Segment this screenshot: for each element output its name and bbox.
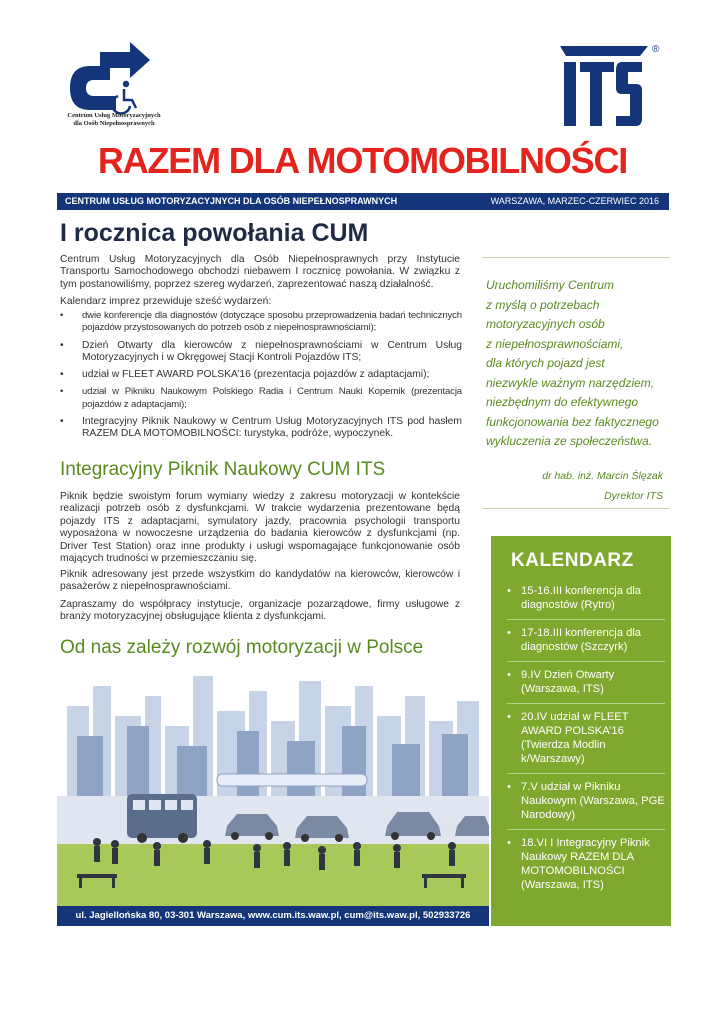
its-logo-i [564, 62, 576, 126]
list-item: • udział w FLEET AWARD POLSKA’16 (prezentacja pojazdów z adaptacjami); [60, 369, 462, 381]
list-item: • 17-18.III konferencja dla diagnostów (Szczyrk) [507, 626, 665, 662]
section2-paragraph-3: Zapraszamy do współpracy instytucje, organizacje pozarządowe, firmy usługowe z branży motoryzacyjnej obsługujące klienta z dysfunkcjami. [60, 599, 460, 623]
list-item: • 9.IV Dzień Otwarty (Warszawa, ITS) [507, 668, 665, 704]
banner-date: WARSZAWA, MARZEC-CZERWIEC 2016 [490, 196, 659, 206]
cum-logo-caption: Centrum Usług Motoryzacyjnych dla Osób Niepełnosprawnych [67, 112, 161, 127]
logo-c-shape [70, 66, 116, 110]
section1-heading: I rocznica powołania CUM [60, 219, 369, 247]
registered-mark: ® [652, 44, 660, 55]
list-item: • 7.V udział w Pikniku Naukowym (Warszawa, PGE Narodowy) [507, 780, 665, 830]
section3-heading: Od nas zależy rozwój motoryzacji w Polsce [60, 637, 424, 658]
section1-intro: Centrum Usług Motoryzacyjnych dla Osób Niepełnosprawnych przy Instytucie Transportu Samochodowego obchodzi niebawem I rocznicę powołania. W związku z tym postanowiliśmy, poprzez szereg wydarzeń, zaprezentować naszą działalność. [60, 254, 460, 290]
section1-kalendarz-intro: Kalendarz imprez przewiduje sześć wydarzeń: [60, 296, 272, 307]
city-illustration [57, 666, 489, 906]
list-item: • Integracyjny Piknik Naukowy w Centrum Usług Motoryzacyjnych ITS pod hasłem RAZEM DLA MOTOMOBILNOŚCI: turystyka, podróże, wypoczynek. [60, 416, 462, 441]
section2-paragraph-1: Piknik będzie swoistym forum wymiany wiedzy z zakresu motoryzacji w kontekście realizacji potrzeb osób z dysfunkcjami. W trakcie wydarzenia prezentowane będą pojazdy ITS z adaptacjami, symulatory jazdy, pracownia psychologii transportu wyposażona w nowoczesne urządzenia do badania kierowców z dysfunkcjami (np. Driver Test Station) oraz inne produkty i usługi wspomagające funkcjonowanie osób mających trudności w przemieszczaniu się. [60, 491, 460, 565]
list-item: • udział w Pikniku Naukowym Polskiego Radia i Centrum Nauki Kopernik (prezentacja pojazdów z adaptacjami); [60, 386, 462, 411]
list-item: • 18.VI I Integracyjny Piknik Naukowy RAZEM DLA MOTOMOBILNOŚCI (Warszawa, ITS) [507, 836, 665, 899]
list-item: • 15-16.III konferencja dla diagnostów (Rytro) [507, 584, 665, 620]
kalendarz-title: KALENDARZ [511, 550, 634, 571]
its-logo-top-bar [560, 46, 648, 56]
list-item: • Dzień Otwarty dla kierowców z niepełnosprawnościami w Centrum Usług Motoryzacyjnych i w Okręgowej Stacji Kontroli Pojazdów ITS; [60, 340, 462, 365]
its-logo-t-bar [580, 62, 614, 72]
director-quote: Uruchomiliśmy Centrum z myślą o potrzebach motoryzacyjnych osób z niepełnosprawnościami, dla których pojazd jest niezwykle ważnym narzędziem, niezbędnym do efektywnego funkcjonowania bez faktycznego wykluczenia ze społeczeństwa. [486, 278, 659, 448]
section2-paragraph-2: Piknik adresowany jest przede wszystkim do kandydatów na kierowców, kierowców i pasażerów z niepełnosprawnościami. [60, 569, 460, 593]
its-logo-t-stem [590, 72, 602, 126]
quote-divider-bottom [482, 508, 670, 509]
section2-heading: Integracyjny Piknik Naukowy CUM ITS [60, 459, 386, 480]
contact-footer: ul. Jagiellońska 80, 03-301 Warszawa, www.cum.its.waw.pl, cum@its.waw.pl, 502933726 [57, 906, 489, 926]
kalendarz-list [507, 584, 665, 905]
banner-org: CENTRUM USŁUG MOTORYZACYJNYCH DLA OSÓB NIEPEŁNOSPRAWNYCH [65, 196, 398, 206]
page-title: RAZEM DLA MOTOMOBILNOŚCI [97, 140, 628, 181]
its-logo [556, 40, 664, 132]
quote-divider-top [482, 257, 670, 258]
list-item: • 20.IV udział w FLEET AWARD POLSKA’16 (Twierdza Modlin k/Warszawy) [507, 710, 665, 774]
events-list [60, 310, 462, 446]
quote-author: dr hab. inż. Marcin Ślęzak Dyrektor ITS [542, 470, 663, 502]
kalendarz-box [491, 536, 671, 926]
wheelchair-icon-head [123, 81, 129, 87]
its-logo-s [616, 62, 642, 126]
header-banner [57, 193, 669, 210]
list-item: • dwie konferencje dla diagnostów (dotyczące sposobu przeprowadzenia badań technicznych pojazdów przystosowanych do potrzeb osób z niepełnosprawnościami); [60, 310, 462, 335]
